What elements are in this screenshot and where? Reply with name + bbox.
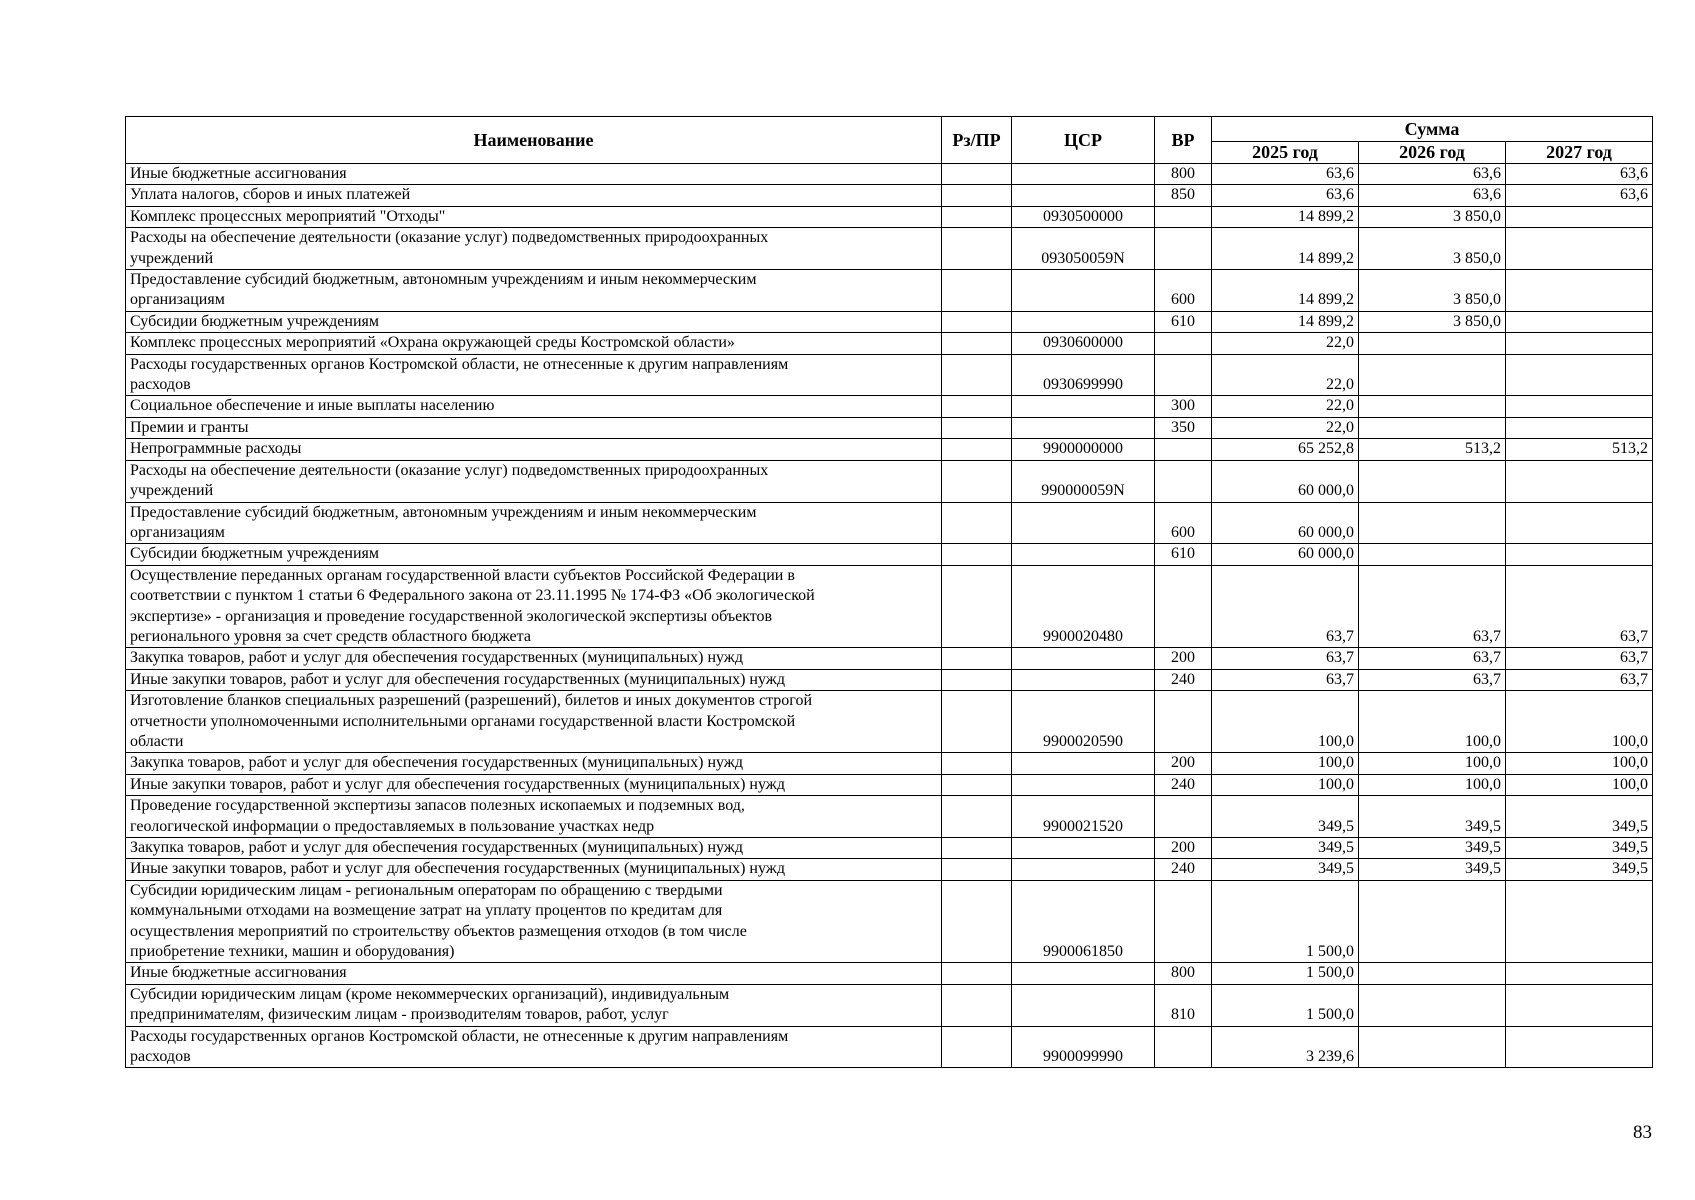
- table-row: [126, 880, 1653, 963]
- cell-csr: 9900021520: [1012, 796, 1155, 838]
- cell-csr: 0930500000: [1012, 206, 1155, 227]
- cell-2027: [1506, 417, 1653, 438]
- cell-vr: 240: [1155, 774, 1212, 795]
- cell-name: Иные закупки товаров, работ и услуг для обеспечения государственных (муниципальных) нужд: [126, 669, 942, 690]
- cell-rzpr: [942, 838, 1012, 859]
- cell-vr: 240: [1155, 859, 1212, 880]
- table-row: [126, 396, 1653, 417]
- cell-name: Иные бюджетные ассигнования: [126, 164, 942, 185]
- table-row: [126, 774, 1653, 795]
- cell-name: Иные бюджетные ассигнования: [126, 963, 942, 984]
- cell-2027: [1506, 206, 1653, 227]
- table-row: [126, 439, 1653, 460]
- cell-rzpr: [942, 1026, 1012, 1068]
- cell-name: Закупка товаров, работ и услуг для обеспечения государственных (муниципальных) нужд: [126, 648, 942, 669]
- table-row: [126, 354, 1653, 396]
- cell-vr: 200: [1155, 838, 1212, 859]
- cell-2026: 100,0: [1359, 774, 1506, 795]
- table-row: [126, 417, 1653, 438]
- header-sum: Сумма: [1212, 117, 1653, 142]
- table-row: [126, 164, 1653, 185]
- cell-2027: [1506, 228, 1653, 270]
- cell-2026: 3 850,0: [1359, 228, 1506, 270]
- cell-2025: 100,0: [1212, 753, 1359, 774]
- cell-csr: [1012, 164, 1155, 185]
- cell-2025: 22,0: [1212, 354, 1359, 396]
- cell-2025: 60 000,0: [1212, 460, 1359, 502]
- cell-2025: 1 500,0: [1212, 963, 1359, 984]
- cell-2026: 513,2: [1359, 439, 1506, 460]
- table-row: [126, 753, 1653, 774]
- cell-csr: [1012, 544, 1155, 565]
- table-row: [126, 502, 1653, 544]
- cell-2025: 1 500,0: [1212, 984, 1359, 1026]
- cell-rzpr: [942, 984, 1012, 1026]
- cell-2025: 65 252,8: [1212, 439, 1359, 460]
- table-row: [126, 648, 1653, 669]
- header-year-2025: 2025 год: [1212, 142, 1359, 164]
- table-row: [126, 460, 1653, 502]
- table-row: [126, 333, 1653, 354]
- cell-2027: [1506, 1026, 1653, 1068]
- table-body: [126, 164, 1653, 1068]
- cell-csr: [1012, 502, 1155, 544]
- cell-2025: 63,6: [1212, 185, 1359, 206]
- cell-2026: [1359, 417, 1506, 438]
- cell-2026: 63,7: [1359, 669, 1506, 690]
- cell-csr: [1012, 311, 1155, 332]
- cell-rzpr: [942, 963, 1012, 984]
- cell-2027: [1506, 311, 1653, 332]
- cell-2025: 100,0: [1212, 691, 1359, 753]
- cell-name: Иные закупки товаров, работ и услуг для обеспечения государственных (муниципальных) нужд: [126, 774, 942, 795]
- cell-rzpr: [942, 311, 1012, 332]
- cell-2027: 513,2: [1506, 439, 1653, 460]
- cell-name: Непрограммные расходы: [126, 439, 942, 460]
- table-row: [126, 859, 1653, 880]
- table-row: [126, 228, 1653, 270]
- cell-2025: 63,6: [1212, 164, 1359, 185]
- header-vr: ВР: [1155, 117, 1212, 164]
- cell-vr: 350: [1155, 417, 1212, 438]
- cell-csr: [1012, 669, 1155, 690]
- cell-name: Субсидии бюджетным учреждениям: [126, 311, 942, 332]
- cell-vr: [1155, 333, 1212, 354]
- cell-2026: 63,6: [1359, 164, 1506, 185]
- cell-2027: 63,7: [1506, 648, 1653, 669]
- cell-csr: [1012, 774, 1155, 795]
- cell-2027: 63,6: [1506, 185, 1653, 206]
- cell-name: Осуществление переданных органам государственной власти субъектов Российской Федерации в соответствии с пунктом 1 статьи 6 Федерального закона от 23.11.1995 № 174-ФЗ «Об экологической экспертизе» - организация и проведение государственной экологической экспертизы объектов регионального уровня за счет средств областного бюджета: [126, 565, 942, 648]
- header-year-2026: 2026 год: [1359, 142, 1506, 164]
- cell-rzpr: [942, 333, 1012, 354]
- cell-vr: [1155, 439, 1212, 460]
- cell-name: Предоставление субсидий бюджетным, автономным учреждениям и иным некоммерческим организациям: [126, 502, 942, 544]
- cell-name: Расходы на обеспечение деятельности (оказание услуг) подведомственных природоохранных учреждений: [126, 460, 942, 502]
- cell-2027: [1506, 333, 1653, 354]
- cell-2027: 349,5: [1506, 796, 1653, 838]
- cell-2027: [1506, 270, 1653, 312]
- table-row: [126, 838, 1653, 859]
- cell-name: Социальное обеспечение и иные выплаты населению: [126, 396, 942, 417]
- cell-csr: 9900020590: [1012, 691, 1155, 753]
- cell-2026: 63,7: [1359, 565, 1506, 648]
- cell-2027: [1506, 396, 1653, 417]
- cell-2026: 3 850,0: [1359, 311, 1506, 332]
- cell-2026: 3 850,0: [1359, 270, 1506, 312]
- cell-2026: 3 850,0: [1359, 206, 1506, 227]
- cell-2027: 100,0: [1506, 691, 1653, 753]
- cell-2026: 349,5: [1359, 859, 1506, 880]
- cell-name: Субсидии бюджетным учреждениям: [126, 544, 942, 565]
- cell-name: Предоставление субсидий бюджетным, автономным учреждениям и иным некоммерческим организациям: [126, 270, 942, 312]
- cell-csr: 9900061850: [1012, 880, 1155, 963]
- cell-2026: [1359, 984, 1506, 1026]
- cell-vr: 200: [1155, 753, 1212, 774]
- cell-csr: 093050059N: [1012, 228, 1155, 270]
- cell-2026: [1359, 880, 1506, 963]
- cell-2025: 22,0: [1212, 333, 1359, 354]
- cell-2027: 63,7: [1506, 669, 1653, 690]
- cell-vr: 800: [1155, 963, 1212, 984]
- cell-rzpr: [942, 270, 1012, 312]
- cell-2025: 14 899,2: [1212, 228, 1359, 270]
- cell-2026: 100,0: [1359, 753, 1506, 774]
- cell-name: Иные закупки товаров, работ и услуг для обеспечения государственных (муниципальных) нужд: [126, 859, 942, 880]
- cell-rzpr: [942, 774, 1012, 795]
- cell-vr: 600: [1155, 502, 1212, 544]
- cell-name: Премии и гранты: [126, 417, 942, 438]
- cell-csr: 9900020480: [1012, 565, 1155, 648]
- cell-2025: 14 899,2: [1212, 311, 1359, 332]
- cell-2027: [1506, 354, 1653, 396]
- cell-csr: [1012, 963, 1155, 984]
- cell-2027: [1506, 460, 1653, 502]
- cell-2025: 63,7: [1212, 648, 1359, 669]
- cell-2025: 63,7: [1212, 565, 1359, 648]
- cell-rzpr: [942, 164, 1012, 185]
- cell-rzpr: [942, 669, 1012, 690]
- cell-csr: 9900099990: [1012, 1026, 1155, 1068]
- header-csr: ЦСР: [1012, 117, 1155, 164]
- table-row: [126, 984, 1653, 1026]
- table-row: [126, 669, 1653, 690]
- cell-name: Комплекс процессных мероприятий «Охрана окружающей среды Костромской области»: [126, 333, 942, 354]
- cell-2025: 22,0: [1212, 417, 1359, 438]
- page-number: 83: [1633, 1122, 1652, 1143]
- cell-2025: 60 000,0: [1212, 544, 1359, 565]
- cell-vr: [1155, 796, 1212, 838]
- cell-2027: [1506, 502, 1653, 544]
- cell-2026: [1359, 963, 1506, 984]
- cell-vr: 800: [1155, 164, 1212, 185]
- cell-2026: [1359, 354, 1506, 396]
- cell-2027: 349,5: [1506, 838, 1653, 859]
- cell-2025: 1 500,0: [1212, 880, 1359, 963]
- cell-2027: 100,0: [1506, 753, 1653, 774]
- cell-csr: [1012, 838, 1155, 859]
- cell-vr: [1155, 354, 1212, 396]
- cell-name: Закупка товаров, работ и услуг для обеспечения государственных (муниципальных) нужд: [126, 753, 942, 774]
- cell-vr: [1155, 691, 1212, 753]
- cell-name: Комплекс процессных мероприятий "Отходы": [126, 206, 942, 227]
- cell-vr: 240: [1155, 669, 1212, 690]
- cell-2026: [1359, 460, 1506, 502]
- cell-2025: 14 899,2: [1212, 206, 1359, 227]
- cell-2026: [1359, 502, 1506, 544]
- header-rzpr: Рз/ПР: [942, 117, 1012, 164]
- table-row: [126, 1026, 1653, 1068]
- cell-2026: 100,0: [1359, 691, 1506, 753]
- cell-name: Уплата налогов, сборов и иных платежей: [126, 185, 942, 206]
- table-row: [126, 565, 1653, 648]
- cell-name: Изготовление бланков специальных разрешений (разрешений), билетов и иных документов строгой отчетности уполномоченными исполнительными органами государственной власти Костромской области: [126, 691, 942, 753]
- table-row: [126, 270, 1653, 312]
- cell-2027: 349,5: [1506, 859, 1653, 880]
- cell-rzpr: [942, 859, 1012, 880]
- cell-2025: 63,7: [1212, 669, 1359, 690]
- header-name: Наименование: [126, 117, 942, 164]
- cell-name: Субсидии юридическим лицам - региональным операторам по обращению с твердыми коммунальными отходами на возмещение затрат на уплату процентов по кредитам для осуществления мероприятий по строительству объектов размещения отходов (в том числе приобретение техники, машин и оборудования): [126, 880, 942, 963]
- table-row: [126, 544, 1653, 565]
- cell-rzpr: [942, 565, 1012, 648]
- cell-name: Субсидии юридическим лицам (кроме некоммерческих организаций), индивидуальным предпринимателям, физическим лицам - производителям товаров, работ, услуг: [126, 984, 942, 1026]
- cell-vr: 610: [1155, 311, 1212, 332]
- cell-rzpr: [942, 753, 1012, 774]
- cell-2026: [1359, 544, 1506, 565]
- cell-csr: [1012, 185, 1155, 206]
- cell-2026: 349,5: [1359, 796, 1506, 838]
- cell-csr: [1012, 648, 1155, 669]
- budget-table: [125, 116, 1653, 1068]
- cell-rzpr: [942, 439, 1012, 460]
- cell-2027: [1506, 963, 1653, 984]
- cell-vr: [1155, 228, 1212, 270]
- cell-rzpr: [942, 228, 1012, 270]
- cell-rzpr: [942, 354, 1012, 396]
- cell-2027: 63,7: [1506, 565, 1653, 648]
- cell-rzpr: [942, 648, 1012, 669]
- cell-rzpr: [942, 691, 1012, 753]
- cell-vr: [1155, 565, 1212, 648]
- cell-csr: 0930600000: [1012, 333, 1155, 354]
- cell-2025: 349,5: [1212, 796, 1359, 838]
- cell-2025: 22,0: [1212, 396, 1359, 417]
- cell-name: Расходы на обеспечение деятельности (оказание услуг) подведомственных природоохранных учреждений: [126, 228, 942, 270]
- cell-rzpr: [942, 880, 1012, 963]
- cell-rzpr: [942, 796, 1012, 838]
- cell-2027: [1506, 880, 1653, 963]
- cell-2025: 60 000,0: [1212, 502, 1359, 544]
- cell-rzpr: [942, 417, 1012, 438]
- cell-rzpr: [942, 544, 1012, 565]
- table-header: [126, 117, 1653, 164]
- cell-vr: [1155, 880, 1212, 963]
- cell-vr: [1155, 1026, 1212, 1068]
- cell-name: Расходы государственных органов Костромской области, не отнесенные к другим направлениям расходов: [126, 1026, 942, 1068]
- cell-name: Проведение государственной экспертизы запасов полезных ископаемых и подземных вод, геологической информации о предоставляемых в пользование участках недр: [126, 796, 942, 838]
- cell-2025: 14 899,2: [1212, 270, 1359, 312]
- cell-2027: 63,6: [1506, 164, 1653, 185]
- cell-rzpr: [942, 460, 1012, 502]
- cell-csr: [1012, 270, 1155, 312]
- cell-csr: [1012, 753, 1155, 774]
- cell-csr: 990000059N: [1012, 460, 1155, 502]
- cell-2027: [1506, 544, 1653, 565]
- cell-vr: 610: [1155, 544, 1212, 565]
- cell-csr: 9900000000: [1012, 439, 1155, 460]
- cell-rzpr: [942, 185, 1012, 206]
- cell-vr: 200: [1155, 648, 1212, 669]
- cell-vr: 600: [1155, 270, 1212, 312]
- cell-rzpr: [942, 396, 1012, 417]
- cell-csr: [1012, 859, 1155, 880]
- cell-vr: [1155, 460, 1212, 502]
- cell-2026: 63,6: [1359, 185, 1506, 206]
- cell-2026: [1359, 396, 1506, 417]
- cell-name: Расходы государственных органов Костромской области, не отнесенные к другим направлениям расходов: [126, 354, 942, 396]
- cell-rzpr: [942, 502, 1012, 544]
- cell-vr: 850: [1155, 185, 1212, 206]
- cell-csr: [1012, 417, 1155, 438]
- cell-2027: 100,0: [1506, 774, 1653, 795]
- cell-rzpr: [942, 206, 1012, 227]
- cell-vr: 810: [1155, 984, 1212, 1026]
- cell-2025: 100,0: [1212, 774, 1359, 795]
- cell-2025: 3 239,6: [1212, 1026, 1359, 1068]
- cell-2026: 349,5: [1359, 838, 1506, 859]
- cell-csr: [1012, 984, 1155, 1026]
- table-row: [126, 206, 1653, 227]
- table-row: [126, 185, 1653, 206]
- table-row: [126, 963, 1653, 984]
- cell-name: Закупка товаров, работ и услуг для обеспечения государственных (муниципальных) нужд: [126, 838, 942, 859]
- cell-vr: 300: [1155, 396, 1212, 417]
- table-row: [126, 311, 1653, 332]
- cell-2026: 63,7: [1359, 648, 1506, 669]
- cell-2027: [1506, 984, 1653, 1026]
- table-row: [126, 796, 1653, 838]
- cell-2025: 349,5: [1212, 838, 1359, 859]
- cell-2026: [1359, 333, 1506, 354]
- cell-csr: [1012, 396, 1155, 417]
- cell-csr: 0930699990: [1012, 354, 1155, 396]
- cell-2025: 349,5: [1212, 859, 1359, 880]
- cell-vr: [1155, 206, 1212, 227]
- cell-2026: [1359, 1026, 1506, 1068]
- header-year-2027: 2027 год: [1506, 142, 1653, 164]
- table-row: [126, 691, 1653, 753]
